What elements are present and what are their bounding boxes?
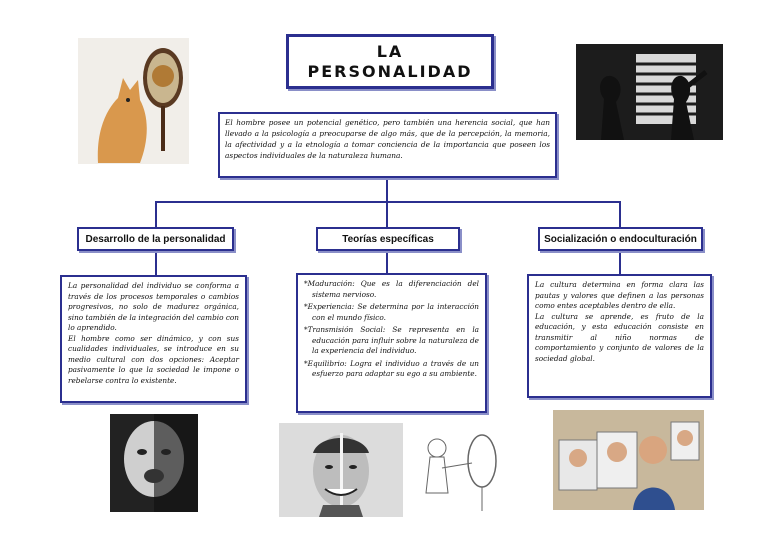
connector-right xyxy=(619,201,621,228)
teorias-body xyxy=(296,273,487,413)
socializacion-body xyxy=(527,274,712,398)
desarrollo-paragraph: La personalidad del individuo se conforma a través de los procesos temporales o cambios progresivos, no solo de madurez orgánica, sino también de la integración del cambio con lo aprendido. xyxy=(68,281,239,332)
teoria-item: *Experiencia: Se determina por la interacción con el mundo físico. xyxy=(304,302,479,322)
heading-desarrollo: Desarrollo de la personalidad xyxy=(77,227,234,251)
cat-mirror-lion-image xyxy=(78,38,189,164)
title-line-1: LA xyxy=(376,41,404,61)
desarrollo-body xyxy=(60,275,247,403)
split-face-image xyxy=(110,414,198,512)
two-face-man-image xyxy=(279,423,403,517)
connector-middle xyxy=(386,201,388,228)
intro-text: El hombre posee un potencial genético, pero también una herencia social, que han llevado a la psicología a preocuparse de algo más, que de la percepción, la memoria, la afectividad y a la etnología a tomar conciencia de la importancia que poseen los aspectos individuales de la naturaleza humana. xyxy=(218,112,557,178)
connector-left xyxy=(155,201,157,228)
silhouette-couple-image xyxy=(576,44,723,140)
teoria-item: *Transmisión Social: Se representa en la educación para influir sobre la naturaleza de la experiencia del individuo. xyxy=(304,325,479,355)
heading-socializacion: Socialización o endoculturación xyxy=(538,227,703,251)
socializacion-paragraph: La cultura determina en forma clara las pautas y valores que definen a las personas como entes aceptables dentro de ella. xyxy=(535,280,704,310)
heading-teorias: Teorías específicas xyxy=(316,227,460,251)
title-line-2: PERSONALIDAD xyxy=(307,61,473,81)
connector-left-down xyxy=(155,250,157,276)
connector-middle-down xyxy=(386,250,388,274)
mirror-sketch-image xyxy=(412,423,502,515)
desarrollo-paragraph: El hombre como ser dinámico, y con sus cualidades individuales, se introduce en su medio cultural con dos opciones: Aceptar pasivamente lo que la sociedad le impone o rebelarse contra lo existente. xyxy=(68,333,239,385)
diagram-title xyxy=(286,34,494,89)
connector-right-down xyxy=(619,250,621,275)
connector-horizontal xyxy=(155,201,621,203)
nested-portraits-image xyxy=(553,410,704,510)
socializacion-paragraph: La cultura se aprende, es fruto de la educación, y esta educación consiste en transmitir al niño normas de comportamiento y conjunto de valores de la sociedad global. xyxy=(535,311,704,363)
connector-trunk xyxy=(386,178,388,202)
teoria-item: *Equilibrio: Logra el individuo a través de un esfuerzo para adaptar su ego a su ambiente. xyxy=(304,358,479,378)
teoria-item: *Maduración: Que es la diferenciación del sistema nervioso. xyxy=(304,279,479,299)
